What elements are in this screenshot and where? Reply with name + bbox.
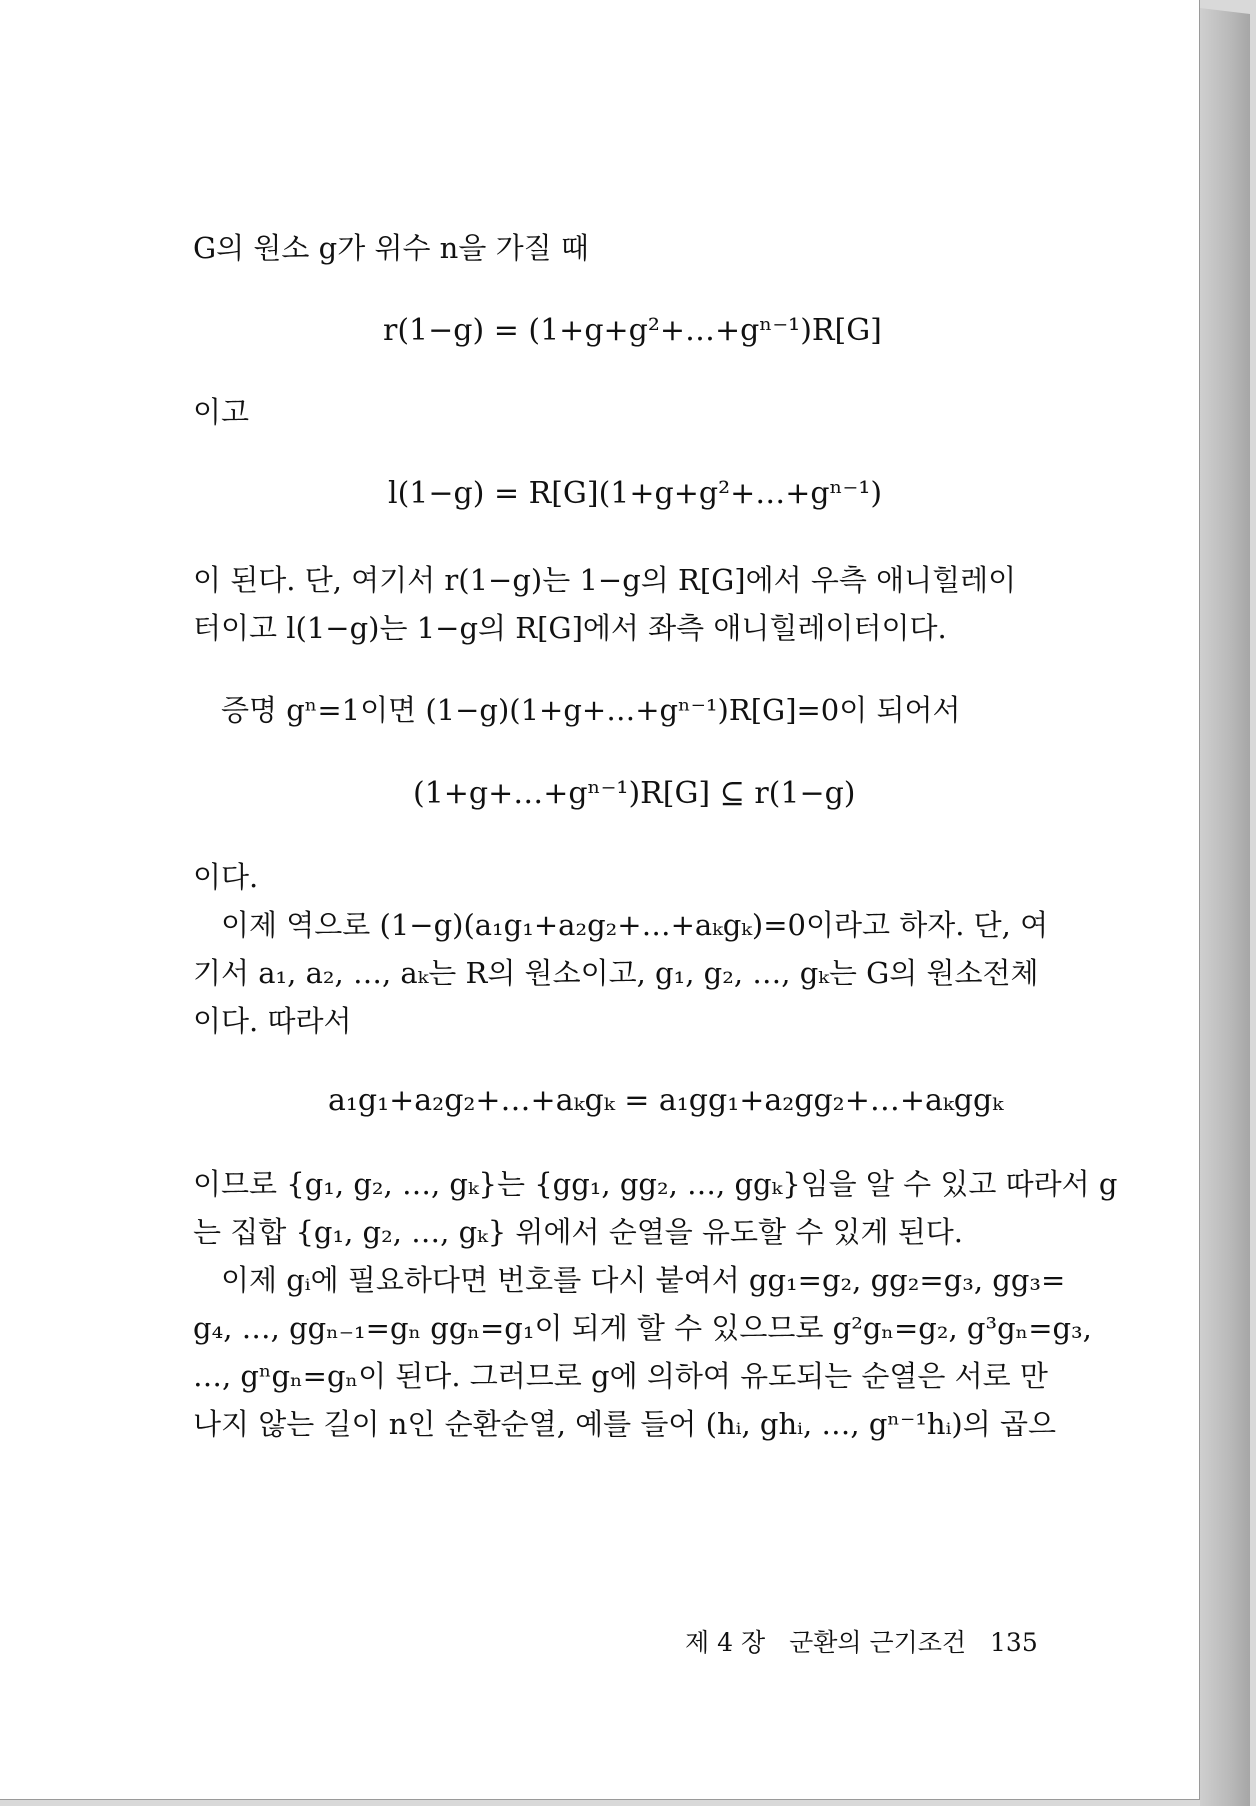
text-line: 이고	[193, 395, 250, 429]
text-line: 나지 않는 길이 n인 순환순열, 예를 들어 (hᵢ, ghᵢ, …, gⁿ⁻¹hᵢ)의 곱으	[193, 1407, 1056, 1441]
text-line: 이제 역으로 (1−g)(a₁g₁+a₂g₂+…+aₖgₖ)=0이라고 하자. 단, 여	[221, 908, 1049, 942]
equation: r(1−g) = (1+g+g²+…+gⁿ⁻¹)R[G]	[383, 313, 882, 348]
text-line: g₄, …, ggₙ₋₁=gₙ ggₙ=g₁이 되게 할 수 있으므로 g²gₙ=g₂, g³gₙ=g₃,	[193, 1311, 1092, 1345]
proof-line: 증명 gⁿ=1이면 (1−g)(1+g+…+gⁿ⁻¹)R[G]=0이 되어서	[221, 693, 961, 727]
text-line: 이제 gᵢ에 필요하다면 번호를 다시 붙여서 gg₁=g₂, gg₂=g₃, gg₃=	[221, 1263, 1066, 1297]
page-number: 135	[990, 1628, 1038, 1657]
text-line: 터이고 l(1−g)는 1−g의 R[G]에서 좌측 애니힐레이터이다.	[193, 611, 947, 645]
chapter-title: 군환의 근기조건	[789, 1628, 967, 1657]
chapter-number: 제 4 장	[685, 1628, 766, 1657]
text-line: G의 원소 g가 위수 n을 가질 때	[193, 231, 589, 265]
equation: (1+g+…+gⁿ⁻¹)R[G] ⊆ r(1−g)	[413, 776, 856, 811]
equation: l(1−g) = R[G](1+g+g²+…+gⁿ⁻¹)	[388, 476, 883, 511]
text-line: 이다.	[193, 860, 259, 894]
text-line: 이므로 {g₁, g₂, …, gₖ}는 {gg₁, gg₂, …, ggₖ}임을 알 수 있고 따라서 g	[193, 1167, 1118, 1201]
page-footer	[685, 1623, 1054, 1659]
equation: a₁g₁+a₂g₂+…+aₖgₖ = a₁gg₁+a₂gg₂+…+aₖggₖ	[328, 1083, 1004, 1118]
text-line: …, gⁿgₙ=gₙ이 된다. 그러므로 g에 의하여 유도되는 순열은 서로 만	[193, 1359, 1048, 1393]
text-line: 이다. 따라서	[193, 1004, 352, 1038]
text-line: 기서 a₁, a₂, …, aₖ는 R의 원소이고, g₁, g₂, …, gₖ는 G의 원소전체	[193, 956, 1039, 990]
page-edge-shadow	[1200, 8, 1250, 1806]
text-line: 는 집합 {g₁, g₂, …, gₖ} 위에서 순열을 유도할 수 있게 된다.	[193, 1215, 963, 1249]
text-line: 이 된다. 단, 여기서 r(1−g)는 1−g의 R[G]에서 우측 애니힐레이	[193, 563, 1017, 597]
